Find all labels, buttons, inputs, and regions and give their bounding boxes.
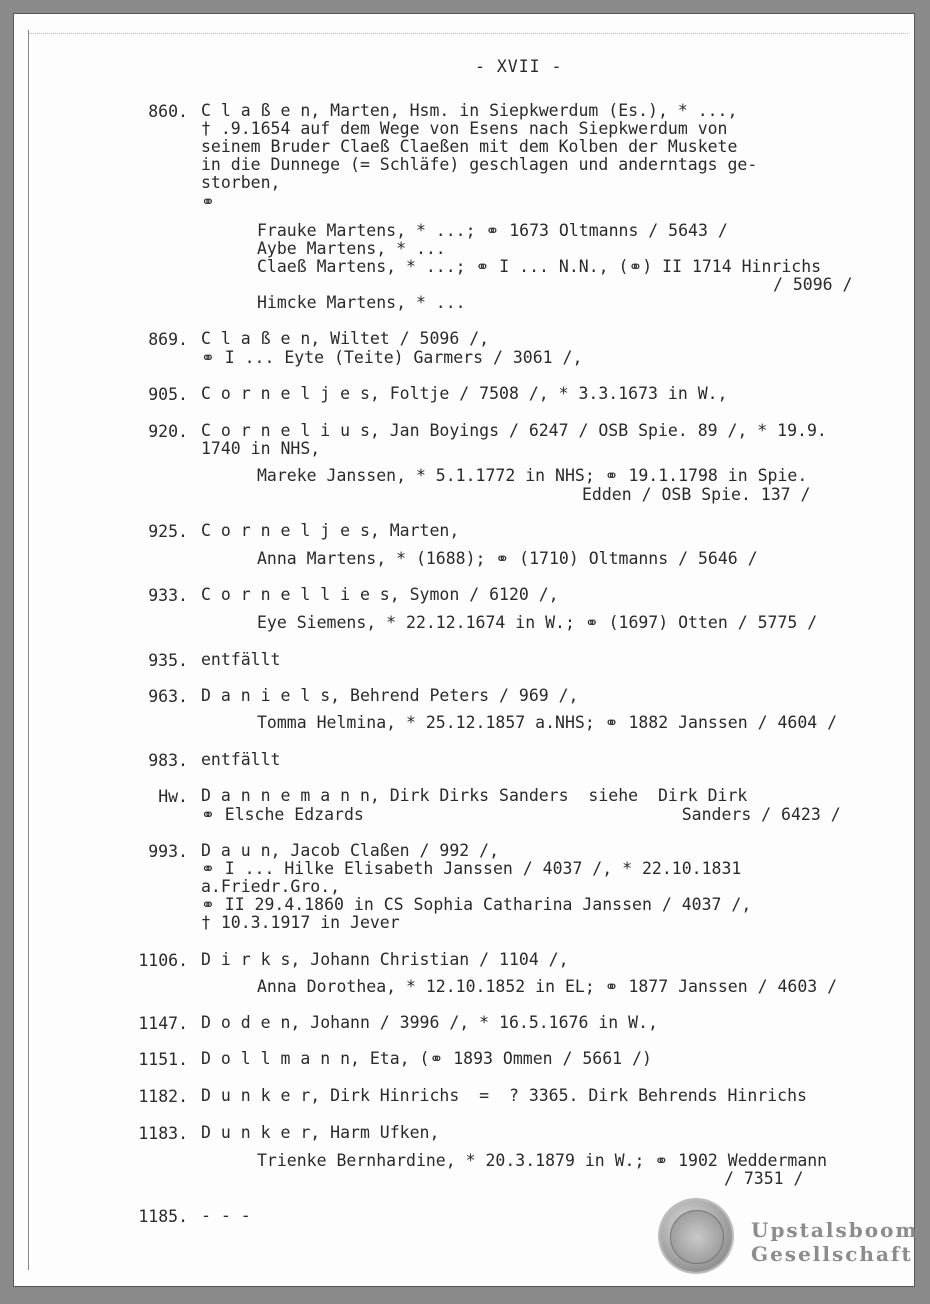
entry-line: D u n k e r, Dirk Hinrichs = ? 3365. Dirk Behrends Hinrichs xyxy=(201,1086,807,1105)
child-line: Eye Siemens, * 22.12.1674 in W.; ⚭ (1697) Otten / 5775 / xyxy=(257,613,818,632)
entry-number: 1185. xyxy=(138,1207,188,1226)
entry-number: 1183. xyxy=(138,1124,188,1143)
entry-number: 925. xyxy=(148,522,188,541)
entry-line: entfällt xyxy=(201,750,281,769)
child-line: Mareke Janssen, * 5.1.1772 in NHS; ⚭ 19.1.1798 in Spie. xyxy=(257,466,808,485)
child-line: / 7351 / xyxy=(724,1169,804,1188)
marriage-symbol: ⚭ xyxy=(201,192,215,211)
child-line: Anna Martens, * (1688); ⚭ (1710) Oltmanns / 5646 / xyxy=(257,549,758,568)
entry-line: D a n n e m a n n, Dirk Dirks Sanders siehe Dirk Dirk xyxy=(201,786,748,805)
child-line: Tomma Helmina, * 25.12.1857 a.NHS; ⚭ 1882 Janssen / 4604 / xyxy=(257,713,838,732)
entry-line: C o r n e l j e s, Foltje / 7508 /, * 3.3.1673 in W., xyxy=(201,384,728,403)
logo-text-line1: Upstalsboom xyxy=(751,1218,919,1242)
entry-line: C l a ß e n, Marten, Hsm. in Siepkwerdum (Es.), * ..., xyxy=(201,101,738,120)
entry-line: C o r n e l j e s, Marten, xyxy=(201,521,460,540)
entry-line: C o r n e l l i e s, Symon / 6120 /, xyxy=(201,585,559,604)
entry-number: 963. xyxy=(148,687,188,706)
entry-line: ⚭ Elsche Edzards Sanders / 6423 / xyxy=(201,805,841,824)
child-line: Frauke Martens, * ...; ⚭ 1673 Oltmanns / 5643 / xyxy=(257,221,728,240)
entry-number: 1147. xyxy=(138,1014,188,1033)
child-line: Himcke Martens, * ... xyxy=(257,293,466,312)
entry-number: 869. xyxy=(148,330,188,349)
entry-number: 983. xyxy=(148,751,188,770)
entry-number: 1182. xyxy=(138,1087,188,1106)
entry-line: D o d e n, Johann / 3996 /, * 16.5.1676 in W., xyxy=(201,1013,658,1032)
entry-line: D u n k e r, Harm Ufken, xyxy=(201,1123,440,1142)
entry-line: ⚭ II 29.4.1860 in CS Sophia Catharina Janssen / 4037 /, xyxy=(201,895,752,914)
entry-line: in die Dunnege (= Schläfe) geschlagen und anderntags ge- xyxy=(201,155,758,174)
entry-number: 920. xyxy=(148,422,188,441)
entry-line: ⚭ I ... Eyte (Teite) Garmers / 3061 /, xyxy=(201,348,583,367)
entry-number: 1106. xyxy=(138,951,188,970)
entry-line: D a n i e l s, Behrend Peters / 969 /, xyxy=(201,686,579,705)
entry-line: a.Friedr.Gro., xyxy=(201,877,341,896)
child-line: Aybe Martens, * ... xyxy=(257,239,446,258)
entry-line: storben, xyxy=(201,173,281,192)
seal-logo-icon xyxy=(660,1200,732,1272)
entry-line: D a u n, Jacob Claßen / 992 /, xyxy=(201,841,500,860)
child-line: / 5096 / xyxy=(773,275,853,294)
child-line: Anna Dorothea, * 12.10.1852 in EL; ⚭ 1877 Janssen / 4603 / xyxy=(257,977,838,996)
entry-line: entfällt xyxy=(201,650,281,669)
entry-line: ⚭ I ... Hilke Elisabeth Janssen / 4037 /, * 22.10.1831 xyxy=(201,859,742,878)
entry-line: † .9.1654 auf dem Wege von Esens nach Siepkwerdum von xyxy=(201,119,728,138)
entry-line: C o r n e l i u s, Jan Boyings / 6247 / OSB Spie. 89 /, * 19.9. xyxy=(201,421,827,440)
entry-line: 1740 in NHS, xyxy=(201,439,321,458)
entry-line: D o l l m a n n, Eta, (⚭ 1893 Ommen / 5661 /) xyxy=(201,1049,652,1068)
entry-number: 935. xyxy=(148,651,188,670)
entry-line: C l a ß e n, Wiltet / 5096 /, xyxy=(201,329,490,348)
entry-line: - - - xyxy=(201,1206,251,1225)
entry-number: 993. xyxy=(148,842,188,861)
entry-number: 905. xyxy=(148,385,188,404)
entry-number: 933. xyxy=(148,586,188,605)
logo-text-line2: Gesellschaft xyxy=(751,1242,913,1266)
entry-number: 860. xyxy=(148,102,188,121)
child-line: Claeß Martens, * ...; ⚭ I ... N.N., (⚭) II 1714 Hinrichs xyxy=(257,257,822,276)
entry-line: † 10.3.1917 in Jever xyxy=(201,913,400,932)
entry-line: D i r k s, Johann Christian / 1104 /, xyxy=(201,950,569,969)
entry-number: 1151. xyxy=(138,1050,188,1069)
child-line: Trienke Bernhardine, * 20.3.1879 in W.; ⚭ 1902 Weddermann xyxy=(257,1151,828,1170)
top-divider xyxy=(28,33,908,34)
child-line: Edden / OSB Spie. 137 / xyxy=(582,485,811,504)
margin-line xyxy=(28,30,29,1270)
page-header: - XVII - xyxy=(475,57,563,76)
entry-line: seinem Bruder Claeß Claeßen mit dem Kolben der Muskete xyxy=(201,137,738,156)
entry-number: Hw. xyxy=(158,787,188,806)
